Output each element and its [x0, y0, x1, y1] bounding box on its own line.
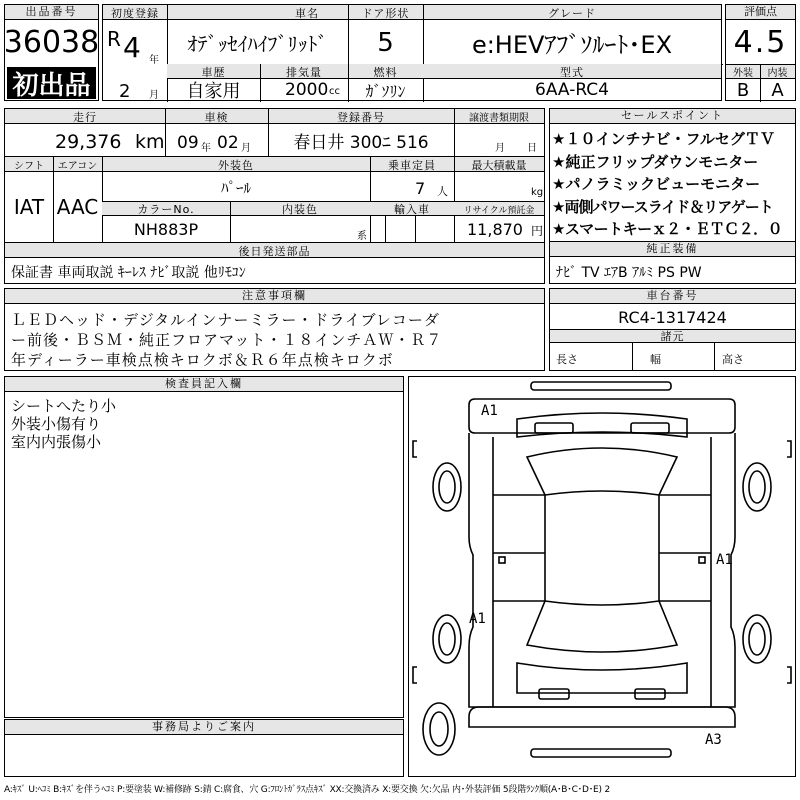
right-damage-mark: A1	[716, 552, 733, 568]
max-load-unit: kg	[531, 187, 544, 198]
equipment-box	[549, 241, 796, 284]
notes-box	[4, 288, 545, 371]
inspector-box	[4, 376, 404, 718]
shift-header: シフト	[14, 161, 44, 172]
equipment-header: 純正装備	[550, 242, 795, 257]
doors-value: 5	[377, 27, 394, 58]
import-header: 輸入車	[394, 203, 430, 216]
lot-box	[4, 4, 99, 101]
color-no-header: カラーNo.	[137, 203, 195, 216]
displacement-unit: cc	[329, 86, 340, 97]
inspector-line-2: 外装小傷有り	[11, 415, 102, 433]
transfer-day-unit: 日	[527, 143, 537, 154]
fuel-header: 燃料	[373, 65, 398, 79]
office-box	[4, 719, 404, 777]
grade-value: e:HEVｱﾌﾞｿﾙｰﾄ･EX	[471, 31, 673, 59]
equipment-value: ﾅﾋﾞ TV ｴｱB ｱﾙﾐ PS PW	[556, 265, 702, 281]
max-load-header: 最大積載量	[471, 158, 527, 172]
recycle-header: リサイクル預託金	[463, 205, 535, 216]
inspection-month-unit: 月	[241, 143, 251, 154]
first-reg-era: R	[107, 27, 121, 51]
mileage-value: 29,376	[55, 131, 122, 153]
legend-text: A:ｷｽﾞ U:ﾍｺﾐ B:ｷｽﾞを伴うﾍｺﾐ P:要塗装 W:補修跡 S:錆 C:腐食、穴 G:ﾌﾛﾝﾄｶﾞﾗｽ点ｷｽﾞ XX:交換済み X:要交換 欠:欠品 内･外装評価 5段階ﾗﾝｸ順(A･B･C･D･E) 2	[4, 785, 610, 795]
interior-color-header: 内装色	[282, 203, 318, 216]
sales-points-header: セールスポイント	[550, 109, 795, 124]
notes-line-3: 年ディーラー車検点検キロクボ＆Ｒ６年点検キロクボ	[11, 351, 394, 369]
detail-grid	[4, 108, 545, 284]
sales-point-3: ★パノラミックビューモニター	[552, 175, 761, 193]
displacement-value: 2000	[285, 80, 329, 100]
history-header: 車歴	[201, 65, 226, 79]
inspector-line-3: 室内内張傷小	[11, 433, 102, 451]
recycle-value: 11,870	[467, 220, 523, 239]
int-rating-header: 内装	[767, 68, 788, 79]
dims-height: 高さ	[722, 353, 744, 366]
exterior-color-header: 外装色	[218, 158, 254, 172]
int-rating-value: A	[771, 79, 784, 101]
lot-header: 出品番号	[5, 5, 98, 20]
sales-point-2: ★純正フリップダウンモニター	[552, 153, 759, 171]
first-reg-year-unit: 年	[149, 55, 159, 66]
inspection-year-unit: 年	[201, 143, 211, 154]
capacity-unit: 人	[437, 185, 448, 198]
transfer-header: 譲渡書類期限	[469, 113, 529, 124]
inspector-header: 検査員記入欄	[5, 377, 403, 392]
first-reg-month-unit: 月	[149, 90, 159, 101]
rating-value: 4.5	[733, 24, 788, 60]
car-name-value: ｵﾃﾞｯｾｲﾊｲﾌﾞﾘｯﾄﾞ	[187, 32, 328, 56]
office-header: 事務局よりご案内	[5, 720, 403, 735]
first-listing-badge: 初出品	[7, 67, 96, 99]
sales-point-1: ★１０インチナビ・フルセグＴＶ	[552, 130, 775, 148]
plate-header: 登録番号	[337, 110, 385, 124]
car-outline-diagram	[409, 377, 795, 776]
vehicle-info-grid	[102, 4, 722, 101]
chassis-box	[549, 288, 796, 371]
sales-point-5: ★スマートキーｘ２・ＥＴＣ２．０	[552, 220, 783, 238]
front-damage-mark: A1	[481, 403, 498, 419]
first-reg-month: 2	[119, 81, 131, 102]
capacity-header: 乗車定員	[388, 158, 436, 172]
inspection-month: 02	[217, 133, 239, 153]
shift-value: IAT	[13, 195, 45, 219]
ac-value: AAC	[56, 195, 99, 219]
fuel-value: ｶﾞｿﾘﾝ	[365, 81, 406, 101]
dims-header: 諸元	[660, 330, 685, 343]
mileage-header: 走行	[73, 110, 97, 124]
later-parts-header: 後日発送部品	[238, 244, 311, 258]
capacity-value: 7	[415, 179, 426, 198]
displacement-header: 排気量	[286, 65, 322, 79]
inspector-line-1: シートへたり小	[11, 397, 117, 415]
first-reg-header: 初度登録	[111, 6, 159, 20]
inspection-year: 09	[177, 133, 199, 153]
sales-points-box	[549, 108, 796, 242]
ext-rating-value: B	[736, 79, 750, 101]
notes-header: 注意事項欄	[5, 289, 544, 304]
rear-damage-mark: A3	[705, 732, 722, 748]
rating-header: 評価点	[726, 5, 795, 20]
model-value: 6AA-RC4	[535, 80, 609, 100]
later-parts-value: 保証書 車両取説 ｷｰﾚｽ ﾅﾋﾞ取説 他ﾘﾓｺﾝ	[11, 265, 246, 281]
recycle-unit: 円	[531, 224, 544, 238]
ac-header: エアコン	[57, 161, 98, 172]
chassis-header: 車台番号	[550, 289, 795, 304]
notes-line-1: ＬＥＤヘッド・デジタルインナーミラー・ドライブレコーダ	[11, 311, 440, 329]
mileage-unit: km	[135, 131, 165, 153]
history-value: 自家用	[186, 81, 241, 102]
car-name-header: 車名	[295, 6, 319, 20]
transfer-month-unit: 月	[495, 143, 505, 154]
sales-point-4: ★両側パワースライド＆リアゲート	[552, 198, 773, 216]
interior-color-suffix: 系	[357, 231, 367, 242]
model-header: 型式	[560, 65, 584, 79]
inspection-header: 車検	[204, 110, 229, 124]
exterior-color-value: ﾊﾟｰﾙ	[220, 178, 251, 197]
dims-length: 長さ	[556, 353, 578, 366]
grade-header: グレード	[548, 6, 596, 20]
notes-line-2: ー前後・ＢＳＭ・純正フロアマット・１８インチＡＷ・Ｒ７	[11, 331, 443, 349]
lot-number: 36038	[3, 24, 100, 60]
doors-header: ドア形状	[361, 6, 410, 20]
left-damage-mark: A1	[469, 611, 486, 627]
plate-value: 春日井 300ﾆ 516	[293, 132, 429, 153]
color-no-value: NH883P	[133, 220, 199, 239]
ext-rating-header: 外装	[733, 68, 753, 79]
chassis-value: RC4-1317424	[618, 307, 727, 327]
damage-diagram-box	[408, 376, 796, 777]
dims-width: 幅	[650, 353, 661, 366]
first-reg-year: 4	[123, 31, 141, 64]
rating-box	[725, 4, 796, 101]
